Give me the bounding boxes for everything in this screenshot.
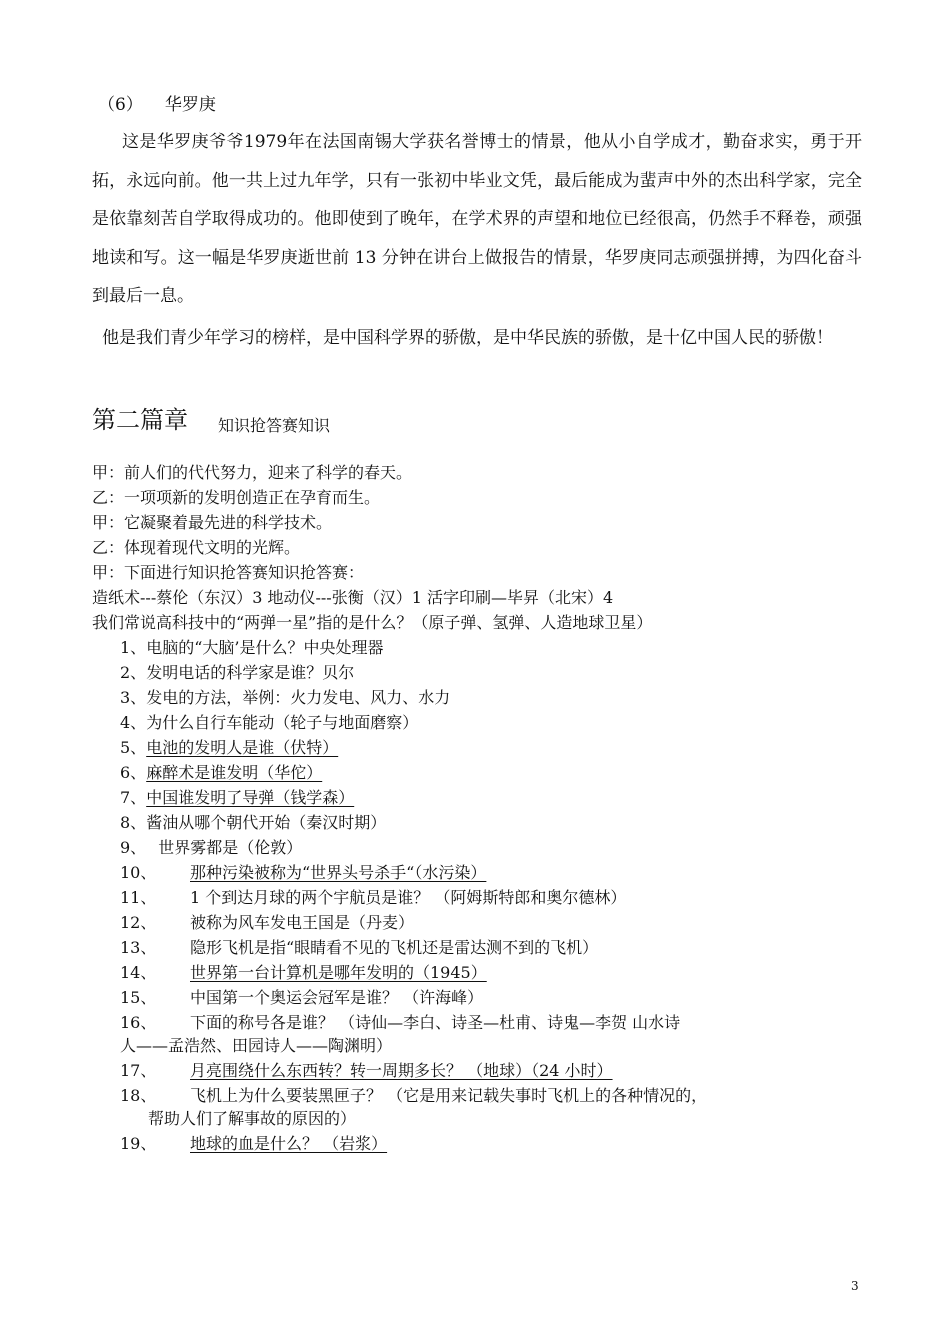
question-text: 世界雾都是（伦敦） [158, 838, 303, 857]
question-text: 中国第一个奥运会冠军是谁？ （许海峰） [190, 988, 484, 1007]
question-text: 地球的血是什么？ （岩浆） [190, 1134, 388, 1153]
question-number: 11、 [120, 888, 157, 907]
question-number: 12、 [120, 913, 157, 932]
question-text: 1 个到达月球的两个宇航员是谁？ （阿姆斯特郎和奥尔德林） [190, 888, 627, 907]
question-item [120, 786, 354, 810]
question-item [120, 711, 418, 735]
question-text: 为什么自行车能动（轮子与地面磨察） [146, 713, 419, 732]
question-text: 世界第一台计算机是哪年发明的（1945） [190, 963, 487, 982]
question-item [120, 636, 383, 660]
question-number: 14、 [120, 963, 157, 982]
question-number: 1、 [120, 638, 147, 657]
question-item [120, 686, 450, 710]
page-number: 3 [851, 1279, 859, 1293]
question-number: 15、 [120, 988, 157, 1007]
question-text: 电脑的“大脑’是什么？中央处理器 [146, 638, 384, 657]
question-item [120, 836, 302, 860]
section-name: 华罗庚 [164, 95, 216, 115]
question-item [120, 661, 354, 685]
question-text: 被称为风车发电王国是（丹麦） [190, 913, 415, 932]
dialogue-line: 乙：体现着现代文明的光辉。 [92, 538, 301, 557]
question-continuation: 帮助人们了解事故的原因的） [148, 1109, 357, 1128]
section-number: （6） [98, 95, 143, 115]
chapter-title: 第二篇章 [92, 406, 188, 434]
question-text: 发明电话的科学家是谁？贝尔 [146, 663, 355, 682]
chapter-subtitle: 知识抢答赛知识 [218, 416, 331, 435]
question-text: 酱油从哪个朝代开始（秦汉时期） [146, 813, 387, 832]
question-number: 16、 [120, 1013, 157, 1032]
question-continuation: 人——孟浩然、田园诗人——陶渊明） [120, 1036, 393, 1055]
question-number: 6、 [120, 763, 147, 782]
question-number: 7、 [120, 788, 147, 807]
question-number: 18、 [120, 1086, 157, 1105]
inventions-line: 造纸术---蔡伦（东汉）3 地动仪---张衡（汉）1 活字印刷—毕昇（北宋）4 [92, 588, 614, 607]
question-text: 飞机上为什么要装黑匣子？ （它是用来记载失事时飞机上的各种情况的， [190, 1086, 708, 1105]
question-number: 3、 [120, 688, 147, 707]
question-text: 发电的方法，举例：火力发电、风力、水力 [146, 688, 451, 707]
dialogue-line: 甲：前人们的代代努力，迎来了科学的春天。 [92, 463, 413, 482]
section-heading [98, 90, 216, 115]
question-item [120, 811, 386, 835]
question-number: 13、 [120, 938, 157, 957]
question-item [120, 761, 322, 785]
question-number: 9、 [120, 838, 147, 857]
dialogue-line: 甲：它凝聚着最先进的科学技术。 [92, 513, 333, 532]
question-number: 10、 [120, 863, 157, 882]
question-text: 那种污染被称为“世界头号杀手“（水污染） [190, 863, 487, 882]
two-bombs-question: 我们常说高科技中的“两弹一星”指的是什么？（原子弹、氢弹、人造地球卫星） [92, 613, 653, 632]
question-number: 8、 [120, 813, 147, 832]
question-text: 电池的发明人是谁（伏特） [146, 738, 339, 757]
question-text: 下面的称号各是谁？ （诗仙—李白、诗圣—杜甫、诗鬼—李贺 山水诗 [190, 1013, 681, 1032]
dialogue-line: 甲：下面进行知识抢答赛知识抢答赛： [92, 563, 365, 582]
question-text: 中国谁发明了导弹（钱学森） [146, 788, 355, 807]
question-text: 麻醉术是谁发明（华佗） [146, 763, 323, 782]
question-number: 2、 [120, 663, 147, 682]
question-number: 5、 [120, 738, 147, 757]
question-number: 4、 [120, 713, 147, 732]
question-number: 17、 [120, 1061, 157, 1080]
question-number: 19、 [120, 1134, 157, 1153]
paragraph-2: 他是我们青少年学习的榜样，是中国科学界的骄傲，是中华民族的骄傲，是十亿中国人民的骄傲！ [102, 328, 833, 348]
paragraph-1: 这是华罗庚爷爷1979年在法国南锡大学获名誉博士的情景，他从小自学成才，勤奋求实，勇于开拓，永远向前。他一共上过九年学，只有一张初中毕业文凭，最后能成为蜚声中外的杰出科学家，完全是依靠刻苦自学取得成功的。他即使到了晚年，在学术界的声望和地位已经很高，仍然手不释卷，顽强地读和写。这一幅是华罗庚逝世前 13 分钟在讲台上做报告的情景，华罗庚同志顽强拼搏，为四化奋斗到最后一息。 [92, 132, 862, 306]
question-text: 隐形飞机是指“眼睛看不见的飞机还是雷达测不到的飞机） [190, 938, 599, 957]
question-item [120, 736, 338, 760]
dialogue-line: 乙：一项项新的发明创造正在孕育而生。 [92, 488, 381, 507]
question-text: 月亮围绕什么东西转？转一周期多长？ （地球）（24 小时） [190, 1061, 613, 1080]
